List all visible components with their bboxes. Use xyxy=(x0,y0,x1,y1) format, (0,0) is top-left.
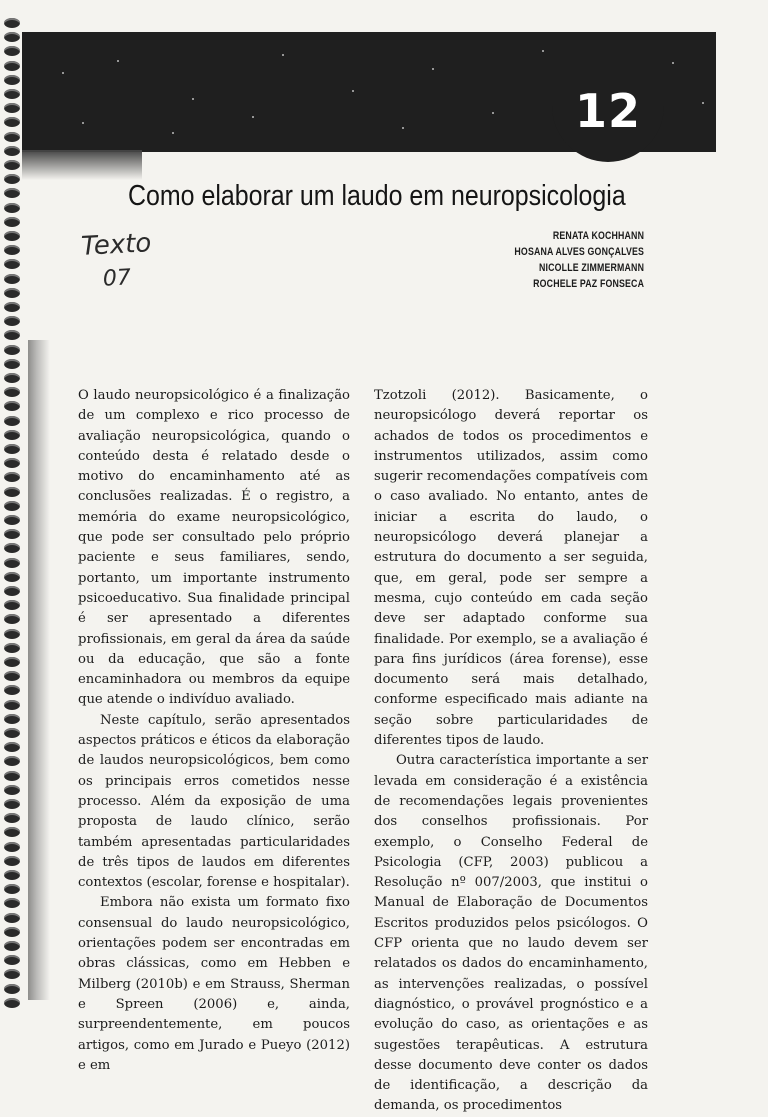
binding-ring xyxy=(4,117,20,127)
binding-ring xyxy=(4,714,20,724)
binding-ring xyxy=(4,842,20,852)
author-name: ROCHELE PAZ FONSECA xyxy=(533,278,644,290)
binding-ring xyxy=(4,671,20,681)
binding-ring xyxy=(4,387,20,397)
binding-ring xyxy=(4,188,20,198)
header-band-fade xyxy=(22,150,142,180)
header-speck xyxy=(252,116,254,118)
binding-ring xyxy=(4,160,20,170)
binding-ring xyxy=(4,572,20,582)
author-name: NICOLLE ZIMMERMANN xyxy=(538,262,644,274)
binding-ring xyxy=(4,316,20,326)
binding-ring xyxy=(4,32,20,42)
page-edge-shadow xyxy=(28,340,50,1000)
binding-ring xyxy=(4,586,20,596)
binding-ring xyxy=(4,345,20,355)
header-speck xyxy=(172,132,174,134)
binding-ring xyxy=(4,813,20,823)
header-speck xyxy=(282,54,284,56)
binding-ring xyxy=(4,245,20,255)
author-list xyxy=(482,228,644,292)
binding-ring xyxy=(4,217,20,227)
handwritten-note xyxy=(80,226,154,298)
binding-ring xyxy=(4,643,20,653)
paragraph: Outra característica importante a ser levada em consideração é a existência de recomendações legais provenientes dos conselhos profissionais. Por exemplo, o Conselho Federal de Psicologia (CFP, 2003) publicou a Resolução nº 007/2003, que institui o Manual de Elaboração de Documentos Escritos produzidos pelos psicólogos. O CFP orienta que no laudo devem ser relatados os dados do encaminhamento, as intervenções realizadas, o possível diagnóstico, o provável prognóstico e a evolução do caso, as orientações e as sugestões terapêuticas. A estrutura desse documento deve conter os dados de identificação, a descrição da demanda, os procedimentos xyxy=(374,753,648,1114)
binding-ring xyxy=(4,884,20,894)
binding-ring xyxy=(4,373,20,383)
header-speck xyxy=(117,60,119,62)
binding-ring xyxy=(4,259,20,269)
binding-ring xyxy=(4,174,20,184)
binding-ring xyxy=(4,998,20,1008)
binding-ring xyxy=(4,46,20,56)
binding-ring xyxy=(4,501,20,511)
binding-ring xyxy=(4,132,20,142)
binding-ring xyxy=(4,685,20,695)
binding-ring xyxy=(4,515,20,525)
binding-ring xyxy=(4,487,20,497)
header-speck xyxy=(82,122,84,124)
paragraph: Tzotzoli (2012). Basicamente, o neuropsicólogo deverá reportar os achados de todos os procedimentos e instrumentos utilizados, assim como sugerir recomendações compatíveis com o caso avaliado. No entanto, antes de iniciar a escrita do laudo, o neuropsicólogo deverá planejar a estrutura do documento a ser seguida, que, em geral, pode ser sempre a mesma, cujo conteúdo em cada seção deve ser adaptado conforme sua finalidade. Por exemplo, se a avaliação é para fins jurídicos (área forense), esse documento será mais detalhado, conforme especificado mais adiante na seção sobre particularidades de diferentes tipos de laudo. xyxy=(374,388,648,749)
binding-ring xyxy=(4,302,20,312)
binding-ring xyxy=(4,458,20,468)
binding-ring xyxy=(4,274,20,284)
chapter-title: Como elaborar um laudo em neuropsicologia xyxy=(128,180,626,212)
binding-ring xyxy=(4,898,20,908)
binding-ring xyxy=(4,18,20,28)
binding-ring xyxy=(4,416,20,426)
binding-ring xyxy=(4,927,20,937)
binding-ring xyxy=(4,785,20,795)
binding-ring xyxy=(4,955,20,965)
binding-ring xyxy=(4,558,20,568)
header-speck xyxy=(672,62,674,64)
binding-ring xyxy=(4,203,20,213)
binding-ring xyxy=(4,146,20,156)
paragraph: Neste capítulo, serão apresentados aspectos práticos e éticos da elaboração de laudos neuropsicológicos, bem como os principais erros cometidos nesse processo. Além da exposição de uma proposta de laudo clínico, serão também apresentadas particularidades de três tipos de laudos em diferentes contextos (escolar, forense e hospitalar). xyxy=(78,712,350,891)
header-speck xyxy=(192,98,194,100)
binding-ring xyxy=(4,728,20,738)
binding-ring xyxy=(4,61,20,71)
binding-ring xyxy=(4,359,20,369)
binding-ring xyxy=(4,89,20,99)
binding-ring xyxy=(4,941,20,951)
binding-ring xyxy=(4,700,20,710)
handwritten-note-line: Texto xyxy=(80,228,153,262)
header-speck xyxy=(402,127,404,129)
header-speck xyxy=(702,102,704,104)
binding-ring xyxy=(4,629,20,639)
author-name: HOSANA ALVES GONÇALVES xyxy=(514,246,644,258)
binding-ring xyxy=(4,742,20,752)
binding-ring xyxy=(4,472,20,482)
binding-ring xyxy=(4,401,20,411)
paragraph: O laudo neuropsicológico é a finalização de um complexo e rico processo de avaliação neuropsicológica, quando o conteúdo desta é relatado desde o motivo do encaminhamento até as conclusões realizadas. É o registro, a memória do exame neuropsicológico, que pode ser consultado pelo próprio paciente e seus familiares, sendo, portanto, um importante instrumento psicoeducativo. Sua finalidade principal é ser apresentado a diferentes profissionais, em geral da área da saúde ou da educação, que são a fonte encaminhadora ou membros da equipe que atende o indivíduo avaliado. xyxy=(78,388,350,708)
header-speck xyxy=(62,72,64,74)
body-column-right xyxy=(374,386,648,1117)
binding-ring xyxy=(4,614,20,624)
binding-ring xyxy=(4,288,20,298)
binding-ring xyxy=(4,330,20,340)
binding-ring xyxy=(4,856,20,866)
binding-ring xyxy=(4,984,20,994)
paragraph: Embora não exista um formato fixo consensual do laudo neuropsicológico, orientações podem ser encontradas em obras clássicas, como em Hebben e Milberg (2010b) e em Strauss, Sherman e Spreen (2006) e, ainda, surpreendentemente, em poucos artigos, como em Jurado e Pueyo (2012) e em xyxy=(78,895,350,1073)
binding-ring xyxy=(4,103,20,113)
binding-ring xyxy=(4,444,20,454)
header-speck xyxy=(432,68,434,70)
binding-ring xyxy=(4,756,20,766)
binding-ring xyxy=(4,430,20,440)
binding-ring xyxy=(4,827,20,837)
binding-ring xyxy=(4,913,20,923)
binding-ring xyxy=(4,657,20,667)
handwritten-note-line: 07 xyxy=(102,265,132,292)
binding-ring xyxy=(4,600,20,610)
binding-ring xyxy=(4,75,20,85)
binding-ring xyxy=(4,870,20,880)
binding-ring xyxy=(4,771,20,781)
binding-ring xyxy=(4,969,20,979)
binding-ring xyxy=(4,231,20,241)
chapter-number: 12 xyxy=(574,84,641,138)
binding-ring xyxy=(4,543,20,553)
binding-ring xyxy=(4,799,20,809)
binding-ring xyxy=(4,529,20,539)
body-column-left xyxy=(78,386,350,1076)
header-speck xyxy=(352,90,354,92)
header-speck xyxy=(492,112,494,114)
author-name: RENATA KOCHHANN xyxy=(552,230,644,242)
header-speck xyxy=(542,50,544,52)
